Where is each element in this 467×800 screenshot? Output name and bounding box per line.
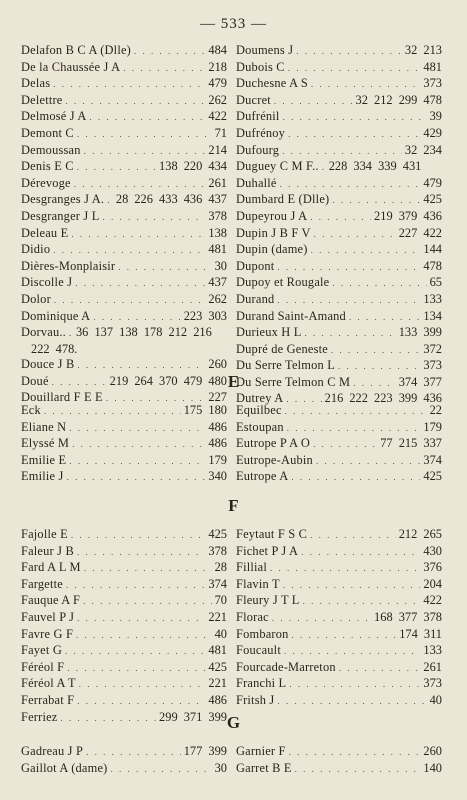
index-entry: Emilie E . . . 179 [21,453,227,470]
index-entry: Fauvel P J . . . 221 [21,610,227,627]
index-entry: Dupeyrou J A . . . 219 379 436 [236,209,442,226]
index-entry: Franchi L . . . 373 [236,676,442,693]
index-entry: Ferrabat F . . . 486 [21,693,227,710]
index-entry: Fajolle E . . . 425 [21,527,227,544]
index-entry: Fourcade-Marreton . . . 261 [236,660,442,677]
index-entry: Deleau E . . . 138 [21,226,227,243]
index-entry: Fombaron . . . 174 311 [236,627,442,644]
index-entry: Dupin J B F V . . . 227 422 [236,226,442,243]
index-column-right [236,744,442,777]
index-entry: Desgranger J L . . . 378 [21,209,227,226]
index-entry: Dolor . . . 262 [21,292,227,309]
index-entry: Durand Saint-Amand . . . 134 [236,309,442,326]
index-entry: Estoupan . . . 179 [236,420,442,437]
index-entry: Durieux H L . . . 133 399 [236,325,442,342]
index-entry: Delettre . . . 262 [21,93,227,110]
index-entry: Dutrey A . . . 216 222 223 399 436 [236,391,442,408]
index-column-left [21,43,227,407]
index-entry: Equilbec . . . 22 [236,403,442,420]
index-entry: Delas . . . 479 [21,76,227,93]
index-entry: Ducret . . . 32 212 299 478 [236,93,442,110]
section-letter-f: F [228,496,239,515]
index-column-right [236,527,442,710]
index-entry: Garret B E . . . 140 [236,761,442,778]
index-entry: Delmosé J A . . . 422 [21,109,227,126]
index-entry: Dières-Monplaisir . . . 30 [21,259,227,276]
index-entry: Dupoy et Rougale . . . 65 [236,275,442,292]
index-entry: Faleur J B . . . 378 [21,544,227,561]
index-entry: Fichet P J A . . . 430 [236,544,442,561]
index-entry-continuation: 222 478. [31,341,78,356]
index-entry: Fleury J T L . . . 422 [236,593,442,610]
index-entry: Doumens J . . . 32 213 [236,43,442,60]
index-entry: Flavin T . . . 204 [236,577,442,594]
index-entry: Eutrope-Aubin . . . 374 [236,453,442,470]
index-entry: Duguey C M F.. . . . 228 334 339 431 [236,159,442,176]
section-letter-g: G [226,713,241,732]
index-entry: Favre G F . . . 40 [21,627,227,644]
index-column-right [236,43,442,408]
index-entry: Fillial . . . 376 [236,560,442,577]
index-entry: Florac . . . 168 377 378 [236,610,442,627]
index-entry: Douce J B . . . 260 [21,357,227,374]
index-entry: Dominique A . . . 223 303 [21,309,227,326]
index-entry: Gadreau J P . . . 177 399 [21,744,227,761]
index-entry: Duhallé . . . 479 [236,176,442,193]
index-entry: Fard A L M . . . 28 [21,560,227,577]
index-entry: De la Chaussée J A . . . 218 [21,60,227,77]
index-entry: Fargette . . . 374 [21,577,227,594]
index-entry: Féréol F . . . 425 [21,660,227,677]
index-entry: Dorvau.. . . . 36 137 138 178 212 216 [21,325,227,342]
index-entry: Ferriez . . . 299 371 399 [21,710,227,727]
index-entry: Fayet G . . . 481 [21,643,227,660]
index-entry: Dufrénoy . . . 429 [236,126,442,143]
index-entry: Discolle J . . . 437 [21,275,227,292]
index-entry: Delafon B C A (Dlle) . . . 484 [21,43,227,60]
index-entry: Dufourg . . . 32 234 [236,143,442,160]
section-letter-e: E [227,372,240,391]
index-column-left [21,403,227,486]
page-number: — 533 — [200,16,267,32]
index-entry: Doué . . . 219 264 370 479 480 [21,374,227,391]
index-entry: Du Serre Telmon L . . . 373 [236,358,442,375]
index-column-right [236,403,442,486]
index-entry: Eliane N . . . 486 [21,420,227,437]
index-entry: Eutrope A . . . 425 [236,469,442,486]
index-entry: Dumbard E (Dlle) . . . 425 [236,192,442,209]
index-entry: Denis E C . . . 138 220 434 [21,159,227,176]
index-entry: Dufrénil . . . 39 [236,109,442,126]
index-entry: Dupin (dame) . . . 144 [236,242,442,259]
index-entry: Dupré de Geneste . . . 372 [236,342,442,359]
index-entry: Dubois C . . . 481 [236,60,442,77]
index-entry: Douillard F E E . . . 227 [21,390,227,407]
index-column-left [21,527,227,726]
index-entry: Du Serre Telmon C M . . . 374 377 [236,375,442,392]
index-entry: Féréol A T . . . 221 [21,676,227,693]
index-entry: Fritsh J . . . 40 [236,693,442,710]
index-entry: Demoussan . . . 214 [21,143,227,160]
index-entry: Didio . . . 481 [21,242,227,259]
index-entry: Eutrope P A O . . . 77 215 337 [236,436,442,453]
index-entry: Garnier F . . . 260 [236,744,442,761]
index-entry: Gaillot A (dame) . . . 30 [21,761,227,778]
index-entry: Foucault . . . 133 [236,643,442,660]
index-entry: Durand . . . 133 [236,292,442,309]
index-entry: Duchesne A S . . . 373 [236,76,442,93]
index-entry: Elyssé M . . . 486 [21,436,227,453]
index-entry: Dupont . . . 478 [236,259,442,276]
index-entry: Desgranges J A. . . . 28 226 433 436 437 [21,192,227,209]
index-entry: Fauque A F . . . 70 [21,593,227,610]
index-entry: Demont C . . . 71 [21,126,227,143]
index-entry: Feytaut F S C . . . 212 265 [236,527,442,544]
index-entry: Eck . . . 175 180 [21,403,227,420]
index-column-left [21,744,227,777]
index-entry: Dérevoge . . . 261 [21,176,227,193]
index-entry: Emilie J . . . 340 [21,469,227,486]
